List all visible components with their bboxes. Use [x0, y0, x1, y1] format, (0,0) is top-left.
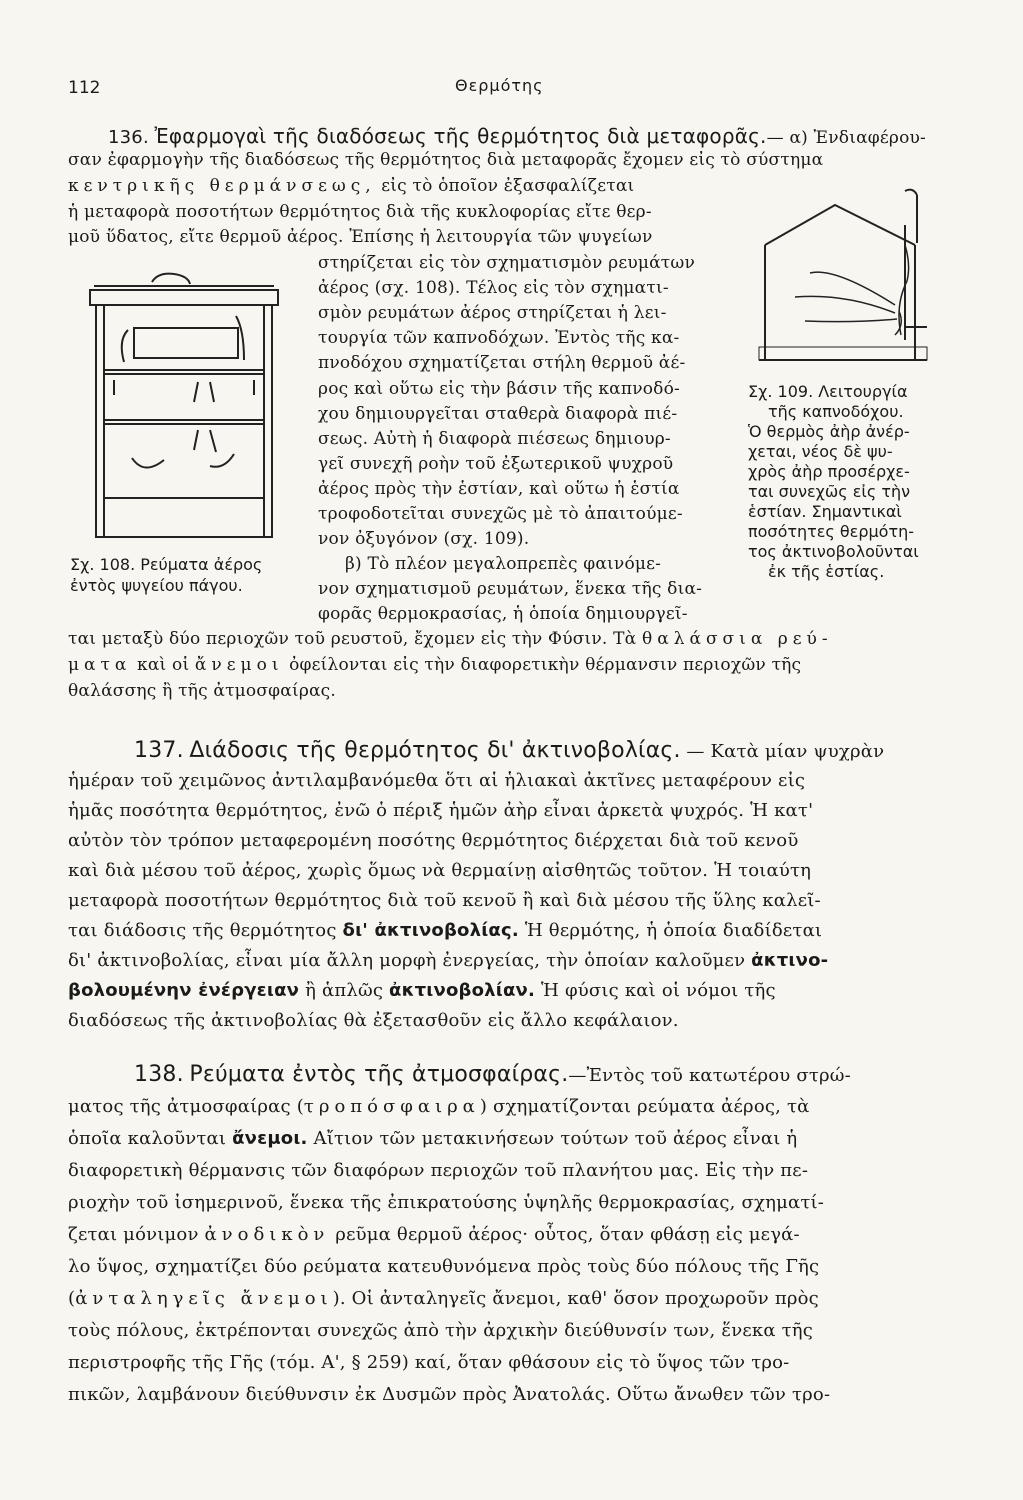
dash: —	[766, 128, 784, 148]
text-line: χου δημιουργεῖται σταθερὰ διαφορὰ πιέ-	[318, 404, 678, 424]
text-line: (	[68, 1288, 76, 1309]
text-line: διαφορετικὴ θέρμανσις τῶν διαφόρων περιοχῶν τοῦ πλανήτου μας. Εἰς τὴν πε-	[68, 1160, 809, 1181]
emphasis: κεντρικῆς θερμάνσεως,	[68, 176, 376, 196]
bold-term: ἀκτινοβολίαν.	[389, 980, 536, 1001]
text-line: α) Ἐνδιαφέρου-	[789, 128, 926, 148]
emphasis: θαλάσσια ρεύ-	[641, 629, 833, 649]
emphasis: ἀνοδικὸν	[204, 1224, 330, 1245]
text-line: καὶ διὰ μέσου τοῦ ἀέρος, χωρὶς ὅμως νὰ θερμαίνῃ αἰσθητῶς τοῦτον. Ἡ τοιαύτη	[68, 860, 812, 881]
figure-108-caption: Σχ. 108. Ρεύματα ἀέρος	[70, 555, 263, 574]
text-line: ἀέρος (σχ. 108). Τέλος εἰς τὸν σχηματι-	[318, 278, 669, 298]
text-line: ἀέρος πρὸς τὴν ἑστίαν, καὶ οὕτω ἡ ἑστία	[318, 479, 680, 499]
emphasis: τροπόσφαιρα	[303, 1096, 480, 1117]
text-line: ἢ ἁπλῶς	[305, 980, 384, 1001]
figure-109-caption: Ὁ θερμὸς ἀὴρ ἀνέρ-	[748, 422, 910, 441]
text-line: β) Τὸ πλέον μεγαλοπρεπὲς φαινόμε-	[345, 554, 662, 574]
text-line: περιστροφῆς τῆς Γῆς (τόμ. Α', § 259) καί, ὅταν φθάσουν εἰς τὸ ὕψος τῶν τρο-	[68, 1352, 790, 1373]
figure-109	[755, 185, 955, 375]
figure-109-caption: ἑστίαν. Σημαντικαὶ	[748, 502, 902, 521]
text-line: νον σχηματισμοῦ ρευμάτων, ἕνεκα τῆς δια-	[318, 579, 703, 599]
text-line: καὶ οἱ	[137, 655, 190, 675]
text-line: ρος καὶ οὕτω εἰς τὴν βάσιν τῆς καπνοδό-	[318, 379, 680, 399]
text-line: πνοδόχου σχηματίζεται στήλη θερμοῦ ἀέ-	[318, 353, 686, 373]
text-line: διαδόσεως τῆς ἀκτινοβολίας θὰ ἐξετασθοῦν εἰς ἄλλο κεφάλαιον.	[68, 1010, 679, 1031]
text-line: λο ὕψος, σχηματίζει δύο ρεύματα κατευθυνόμενα πρὸς τοὺς δύο πόλους τῆς Γῆς	[68, 1256, 820, 1277]
text-line: εἰς τὸ ὁποῖον ἐξασφαλίζεται	[381, 176, 635, 196]
text-line: σαν ἐφαρμογὴν τῆς διαδόσεως τῆς θερμότητος διὰ μεταφορᾶς ἔχομεν εἰς τὸ σύστημα	[68, 150, 824, 170]
text-line: σεως. Αὐτὴ ἡ διαφορὰ πιέσεως δημιουρ-	[318, 429, 671, 449]
text-line: νον ὀξυγόνον (σχ. 109).	[318, 529, 530, 549]
text-line: σμὸν ρευμάτων ἀέρος στηρίζεται ἡ λει-	[318, 303, 667, 323]
text-line: ὁποῖα καλοῦνται	[68, 1128, 227, 1149]
section-title: Ἐφαρμογαὶ τῆς διαδόσεως τῆς θερμότητος διὰ μεταφορᾶς.	[154, 124, 767, 148]
emphasis: ματα	[68, 655, 132, 675]
text-line: ἡμέραν τοῦ χειμῶνος ἀντιλαμβανόμεθα ὅτι αἱ ἡλιακαὶ ἀκτῖνες μεταφέρουν εἰς	[68, 770, 806, 791]
text-line: ριοχὴν τοῦ ἰσημερινοῦ, ἕνεκα τῆς ἐπικρατούσης ὑψηλῆς θερμοκρασίας, σχηματί-	[68, 1192, 825, 1213]
text-line: ) σχηματίζονται ρεύματα ἀέρος, τὰ	[479, 1096, 810, 1117]
figure-108-caption: ἐντὸς ψυγείου πάγου.	[70, 576, 243, 595]
text-line: τουργία τῶν καπνοδόχων. Ἐντὸς τῆς κα-	[318, 328, 680, 348]
chimney-drawing	[755, 185, 955, 375]
text-line: αὐτὸν τὸν τρόπον μεταφερομένη ποσότης θερμότητος διέρχεται διὰ τοῦ κενοῦ	[68, 830, 799, 851]
bold-term: δι' ἀκτινοβολίας.	[342, 920, 519, 941]
text-line: ματος τῆς ἀτμοσφαίρας (	[68, 1096, 304, 1117]
text-line: τροφοδοτεῖται συνεχῶς μὲ τὸ ἀπαιτούμε-	[318, 504, 683, 524]
text-line: ται μεταξὺ δύο περιοχῶν τοῦ ρευστοῦ, ἔχομεν εἰς τὴν Φύσιν. Τὰ	[68, 629, 637, 649]
text-line: ται διάδοσις τῆς θερμότητος	[68, 920, 337, 941]
text-line: φορᾶς θερμοκρασίας, ἡ ὁποία δημιουργεῖ-	[318, 604, 688, 624]
figure-109-caption: Σχ. 109. Λειτουργία	[748, 382, 908, 401]
running-head: Θερμότης	[455, 76, 544, 95]
text-line: —Ἐντὸς τοῦ κατωτέρου στρώ-	[568, 1065, 851, 1086]
text-line: δι' ἀκτινοβολίας, εἶναι μία ἄλλη μορφὴ ἐνεργείας, τὴν ὁποίαν καλοῦμεν	[68, 950, 746, 971]
page-number: 112	[68, 78, 101, 98]
text-line: θαλάσσης ἢ τῆς ἀτμοσφαίρας.	[68, 681, 337, 701]
text-line: ). Οἱ ἀνταληγεῖς ἄνεμοι, καθ' ὅσον προχωροῦν πρὸς	[332, 1288, 819, 1309]
text-line: Ἡ φύσις καὶ οἱ νόμοι τῆς	[540, 980, 776, 1001]
figure-108	[84, 270, 294, 550]
icebox-drawing	[84, 270, 294, 550]
section-title: Διάδοσις τῆς θερμότητος δι' ἀκτινοβολίας.	[189, 738, 681, 763]
figure-109-caption: τῆς καπνοδόχου.	[768, 402, 904, 421]
text-line: μεταφορὰ ποσοτήτων θερμότητος διὰ τοῦ κενοῦ ἢ καὶ διὰ μέσου τῆς ὕλης καλεῖ-	[68, 890, 821, 911]
figure-109-caption: χρὸς ἀὴρ προσέρχε-	[748, 462, 910, 481]
section-number: 137.	[134, 738, 184, 763]
section-number: 136.	[108, 127, 149, 148]
figure-109-caption: τος ἀκτινοβολοῦνται	[748, 542, 919, 561]
text-line: Αἴτιον τῶν μετακινήσεων τούτων τοῦ ἀέρος εἶναι ἡ	[313, 1128, 798, 1149]
text-line: ἡ μεταφορὰ ποσοτήτων θερμότητος διὰ τῆς κυκλοφορίας εἴτε θερ-	[68, 202, 652, 222]
text-line: ζεται μόνιμον	[68, 1224, 199, 1245]
text-line: μοῦ ὕδατος, εἴτε θερμοῦ ἀέρος. Ἐπίσης ἡ λειτουργία τῶν ψυγείων	[68, 227, 653, 247]
bold-term: ἀκτινο-	[751, 950, 829, 971]
text-line: τοὺς πόλους, ἐκτρέπονται συνεχῶς ἀπὸ τὴν ἀρχικὴν διεύθυνσίν των, ἕνεκα τῆς	[68, 1320, 814, 1341]
section-title: Ρεύματα ἐντὸς τῆς ἀτμοσφαίρας.	[189, 1062, 569, 1087]
bold-term: ἄνεμοι.	[232, 1128, 308, 1149]
figure-109-caption: ἐκ τῆς ἑστίας.	[768, 562, 885, 581]
section-number: 138.	[134, 1062, 184, 1087]
text-line: ἡμᾶς ποσότητα θερμότητος, ἐνῶ ὁ πέριξ ἡμῶν ἀὴρ εἶναι ἀρκετὰ ψυχρός. Ἡ κατ'	[68, 800, 814, 821]
figure-109-caption: χεται, νέος δὲ ψυ-	[748, 442, 893, 461]
figure-109-caption: ται συνεχῶς εἰς τὴν	[748, 482, 911, 501]
text-line: γεῖ συνεχῆ ροὴν τοῦ ἐξωτερικοῦ ψυχροῦ	[318, 454, 674, 474]
text-line: πικῶν, λαμβάνουν διεύθυνσιν ἐκ Δυσμῶν πρὸς Ἀνατολάς. Οὕτω ἄνωθεν τῶν τρο-	[68, 1384, 831, 1405]
emphasis: ἀνταληγεῖς ἄνεμοι	[75, 1288, 333, 1309]
text-line: — Κατὰ μίαν ψυχρὰν	[686, 741, 885, 762]
figure-109-caption: ποσότητες θερμότη-	[748, 522, 914, 541]
text-line: ὀφείλονται εἰς τὴν διαφορετικὴν θέρμανσιν περιοχῶν τῆς	[289, 655, 802, 675]
text-line: ρεῦμα θερμοῦ ἀέρος· οὗτος, ὅταν φθάσῃ εἰς μεγά-	[335, 1224, 800, 1245]
text-line: Ἡ θερμότης, ἡ ὁποία διαδίδεται	[524, 920, 823, 941]
emphasis: ἄνεμοι	[194, 655, 284, 675]
text-line: στηρίζεται εἰς τὸν σχηματισμὸν ρευμάτων	[318, 253, 695, 273]
bold-term: βολουμένην ἐνέργειαν	[68, 980, 300, 1001]
